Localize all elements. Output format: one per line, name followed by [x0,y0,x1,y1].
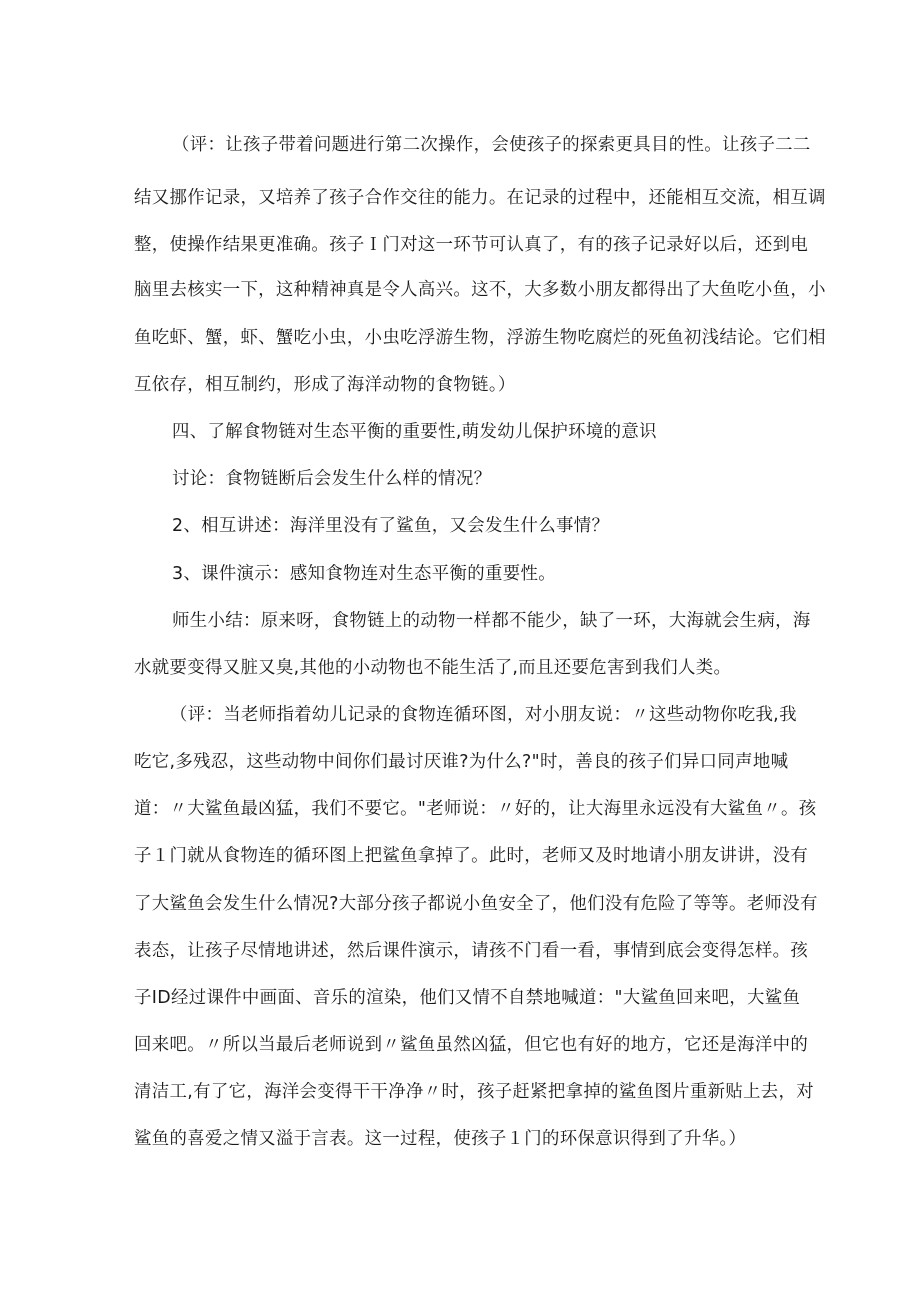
step-3-line: 3、课件演示：感知食物连对生态平衡的重要性。 [172,564,556,584]
text-line: 子ID经过课件中画面、音乐的渲染，他们又情不自禁地喊道："大鲨鱼回来吧，大鲨鱼 [134,988,801,1008]
text-line: 表态，让孩子尽情地讲述，然后课件演示，请孩不门看一看，事情到底会变得怎样。孩 [134,941,809,961]
text-line: 子１门就从食物连的循环图上把鲨鱼拿掉了。此时，老师又及时地请小朋友讲讲，没有 [134,846,809,866]
text-line: 互依存，相互制约，形成了海洋动物的食物链。） [134,375,516,395]
text-line: 鲨鱼的喜爱之情又溢于言表。这一过程，使孩子１门的环保意识得到了升华。） [134,1129,747,1149]
text-line: 吃它,多残忍，这些动物中间你们最讨厌谁?为什么?"时，善良的孩子们异口同声地喊 [134,752,789,772]
text-line: （评：当老师指着幼儿记录的食物连循环图，对小朋友说：〃这些动物你吃我,我 [170,705,797,725]
text-line: 鱼吃虾、蟹，虾、蟹吃小虫，小虫吃浮游生物，浮游生物吃腐烂的死鱼初浅结论。它们相 [134,328,826,348]
discussion-line: 讨论：食物链断后会发生什么样的情况？ [172,469,492,489]
step-2-line: 2、相互讲述：海洋里没有了鲨鱼，又会发生什么事情？ [172,516,610,536]
text-line: 清洁工,有了它，海洋会变得干干净净〃时，孩子赶紧把拿掉的鲨鱼图片重新贴上去，对 [134,1082,815,1102]
text-line: 回来吧。〃所以当最后老师说到〃鲨鱼虽然凶猛，但它也有好的地方，它还是海洋中的 [134,1035,809,1055]
text-line: 水就要变得又脏又臭,其他的小动物也不能生活了,而且还要危害到我们人类。 [134,658,732,678]
text-line: 了大鲨鱼会发生什么情况?大部分孩子都说小鱼安全了，他们没有危险了等等。老师没有 [134,894,818,914]
text-line: 结又挪作记录，又培养了孩子合作交往的能力。在记录的过程中，还能相互交流，相互调 [134,188,826,208]
text-line: （评：让孩子带着问题进行第二次操作，会使孩子的探索更具目的性。让孩子二二 [172,135,811,155]
text-line: 道：〃大鲨鱼最凶猛，我们不要它。"老师说：〃好的，让大海里永远没有大鲨鱼〃。孩 [134,799,817,819]
text-line: 整，使操作结果更准确。孩子Ｉ门对这一环节可认真了，有的孩子记录好以后，还到电 [134,235,809,255]
text-line: 脑里去核实一下，这种精神真是令人高兴。这不，大多数小朋友都得出了大鱼吃小鱼，小 [134,280,826,300]
section-heading: 四、了解食物链对生态平衡的重要性,萌发幼儿保护环境的意识 [172,422,657,442]
text-line: 师生小结：原来呀，食物链上的动物一样都不能少，缺了一环，大海就会生病，海 [172,611,811,631]
